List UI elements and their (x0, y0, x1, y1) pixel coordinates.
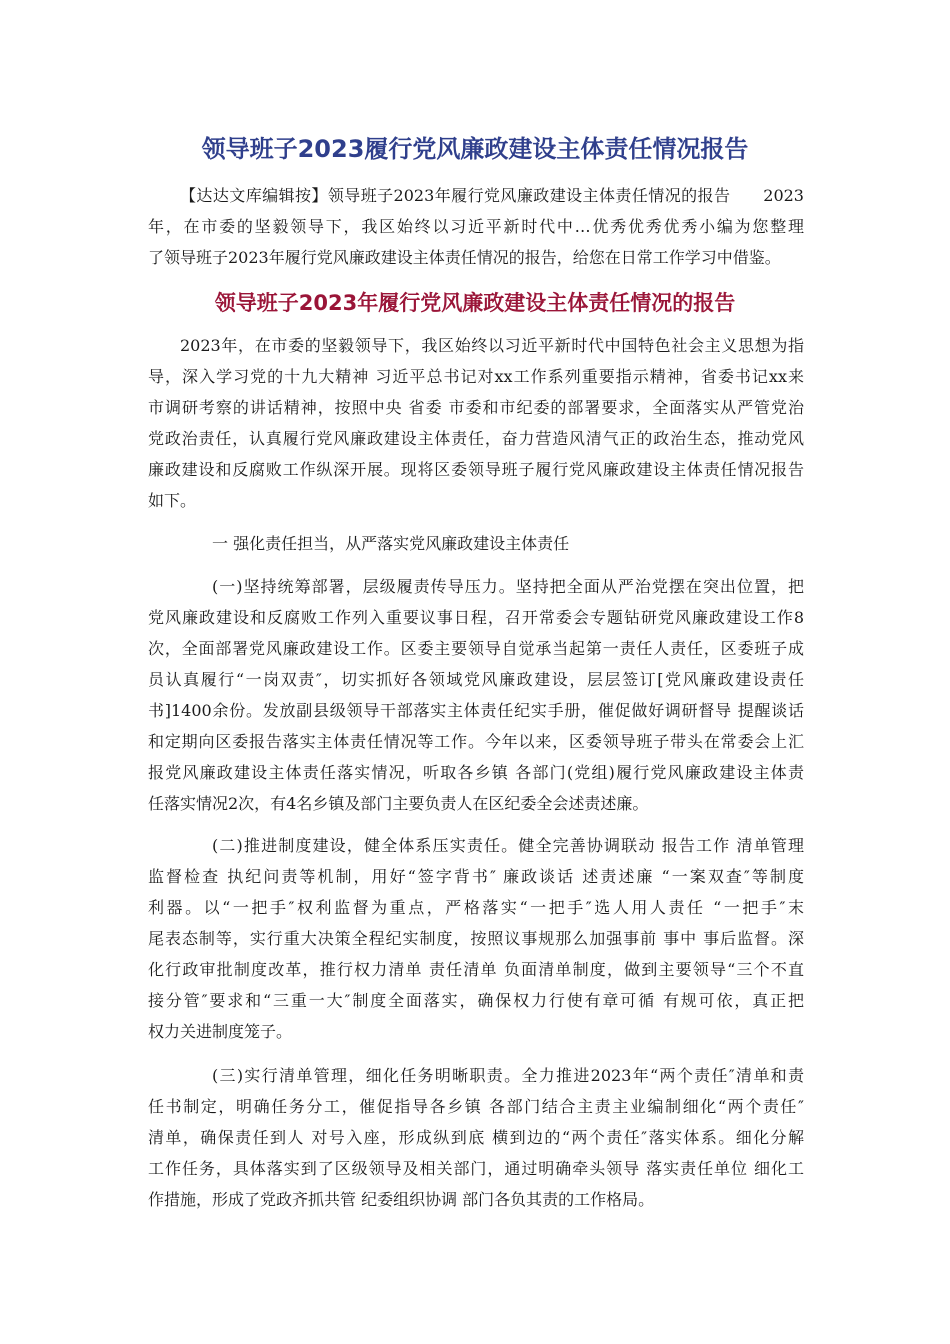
paragraph-line: 和定期向区委报告落实主体责任情况等工作。今年以来，区委领导班子带头在常委会上汇 (148, 732, 804, 751)
paragraph-line: 导，深入学习党的十九大精神 习近平总书记对xx工作系列重要指示精神，省委书记xx来 (148, 367, 804, 386)
editor-note-line: 了领导班子2023年履行党风廉政建设主体责任情况的报告，给您在日常工作学习中借鉴。 (148, 248, 781, 267)
paragraph-line: 作措施，形成了党政齐抓共管 纪委组织协调 部门各负其责的工作格局。 (148, 1190, 655, 1209)
paragraph-line: (二)推进制度建设，健全体系压实责任。健全完善协调联动 报告工作 清单管理 (212, 836, 804, 855)
paragraph-1 (148, 571, 804, 819)
editor-note-line: 【达达文库编辑按】领导班子2023年履行党风廉政建设主体责任情况的报告 2023 (180, 186, 804, 205)
paragraph-line: 工作任务，具体落实到了区级领导及相关部门，通过明确牵头领导 落实责任单位 细化工 (148, 1159, 804, 1178)
section-heading: 一 强化责任担当，从严落实党风廉政建设主体责任 (212, 534, 570, 553)
paragraph-line: 清单，确保责任到人 对号入座，形成纵到底 横到边的“两个责任″落实体系。细化分解 (148, 1128, 804, 1147)
paragraph-line: (三)实行清单管理，细化任务明晰职责。全力推进2023年“两个责任″清单和责 (212, 1066, 804, 1085)
paragraph-line: (一)坚持统筹部署，层级履责传导压力。坚持把全面从严治党摆在突出位置，把 (212, 577, 804, 596)
paragraph-line: 接分管″要求和“三重一大″制度全面落实，确保权力行使有章可循 有规可依，真正把 (148, 991, 804, 1010)
editor-note-line: 年，在市委的坚毅领导下，我区始终以习近平新时代中…优秀优秀优秀小编为您整理 (148, 217, 804, 236)
paragraph-line: 党政治责任，认真履行党风廉政建设主体责任，奋力营造风清气正的政治生态，推动党风 (148, 429, 804, 448)
intro-paragraph (148, 330, 804, 516)
paragraph-line: 利器。以“一把手″权利监督为重点，严格落实“一把手″选人用人责任 “一把手″末 (148, 898, 804, 917)
paragraph-line: 次，全面部署党风廉政建设工作。区委主要领导自觉承当起第一责任人责任，区委班子成 (148, 639, 804, 658)
paragraph-line: 党风廉政建设和反腐败工作列入重要议事日程，召开常委会专题钻研党风廉政建设工作8 (148, 608, 804, 627)
paragraph-line: 报党风廉政建设主体责任落实情况，听取各乡镇 各部门(党组)履行党风廉政建设主体责 (148, 763, 804, 782)
paragraph-line: 任书制定，明确任务分工，催促指导各乡镇 各部门结合主责主业编制细化“两个责任″ (148, 1097, 804, 1116)
paragraph-line: 如下。 (148, 491, 197, 510)
paragraph-line: 员认真履行“一岗双责″，切实抓好各领域党风廉政建设，层层签订[党风廉政建设责任 (148, 670, 804, 689)
paragraph-2 (148, 830, 804, 1047)
paragraph-line: 2023年，在市委的坚毅领导下，我区始终以习近平新时代中国特色社会主义思想为指 (180, 336, 804, 355)
editor-note (148, 180, 804, 273)
document-title: 领导班子2023履行党风廉政建设主体责任情况报告 (201, 135, 749, 163)
paragraph-line: 书]1400余份。发放副县级领导干部落实主体责任纪实手册，催促做好调研督导 提醒谈话 (148, 701, 804, 720)
paragraph-line: 廉政建设和反腐败工作纵深开展。现将区委领导班子履行党风廉政建设主体责任情况报告 (148, 460, 804, 479)
paragraph-line: 化行政审批制度改革，推行权力清单 责任清单 负面清单制度，做到主要领导“三个不直 (148, 960, 804, 979)
paragraph-3 (148, 1060, 804, 1215)
report-subtitle: 领导班子2023年履行党风廉政建设主体责任情况的报告 (214, 291, 736, 315)
paragraph-line: 市调研考察的讲话精神，按照中央 省委 市委和市纪委的部署要求，全面落实从严管党治 (148, 398, 804, 417)
paragraph-line: 监督检查 执纪问责等机制，用好“签字背书″ 廉政谈话 述责述廉 “一案双查″等制度 (148, 867, 804, 886)
paragraph-line: 权力关进制度笼子。 (148, 1022, 293, 1041)
paragraph-line: 任落实情况2次，有4名乡镇及部门主要负责人在区纪委全会述责述廉。 (148, 794, 649, 813)
paragraph-line: 尾表态制等，实行重大决策全程纪实制度，按照议事规那么加强事前 事中 事后监督。深 (148, 929, 804, 948)
